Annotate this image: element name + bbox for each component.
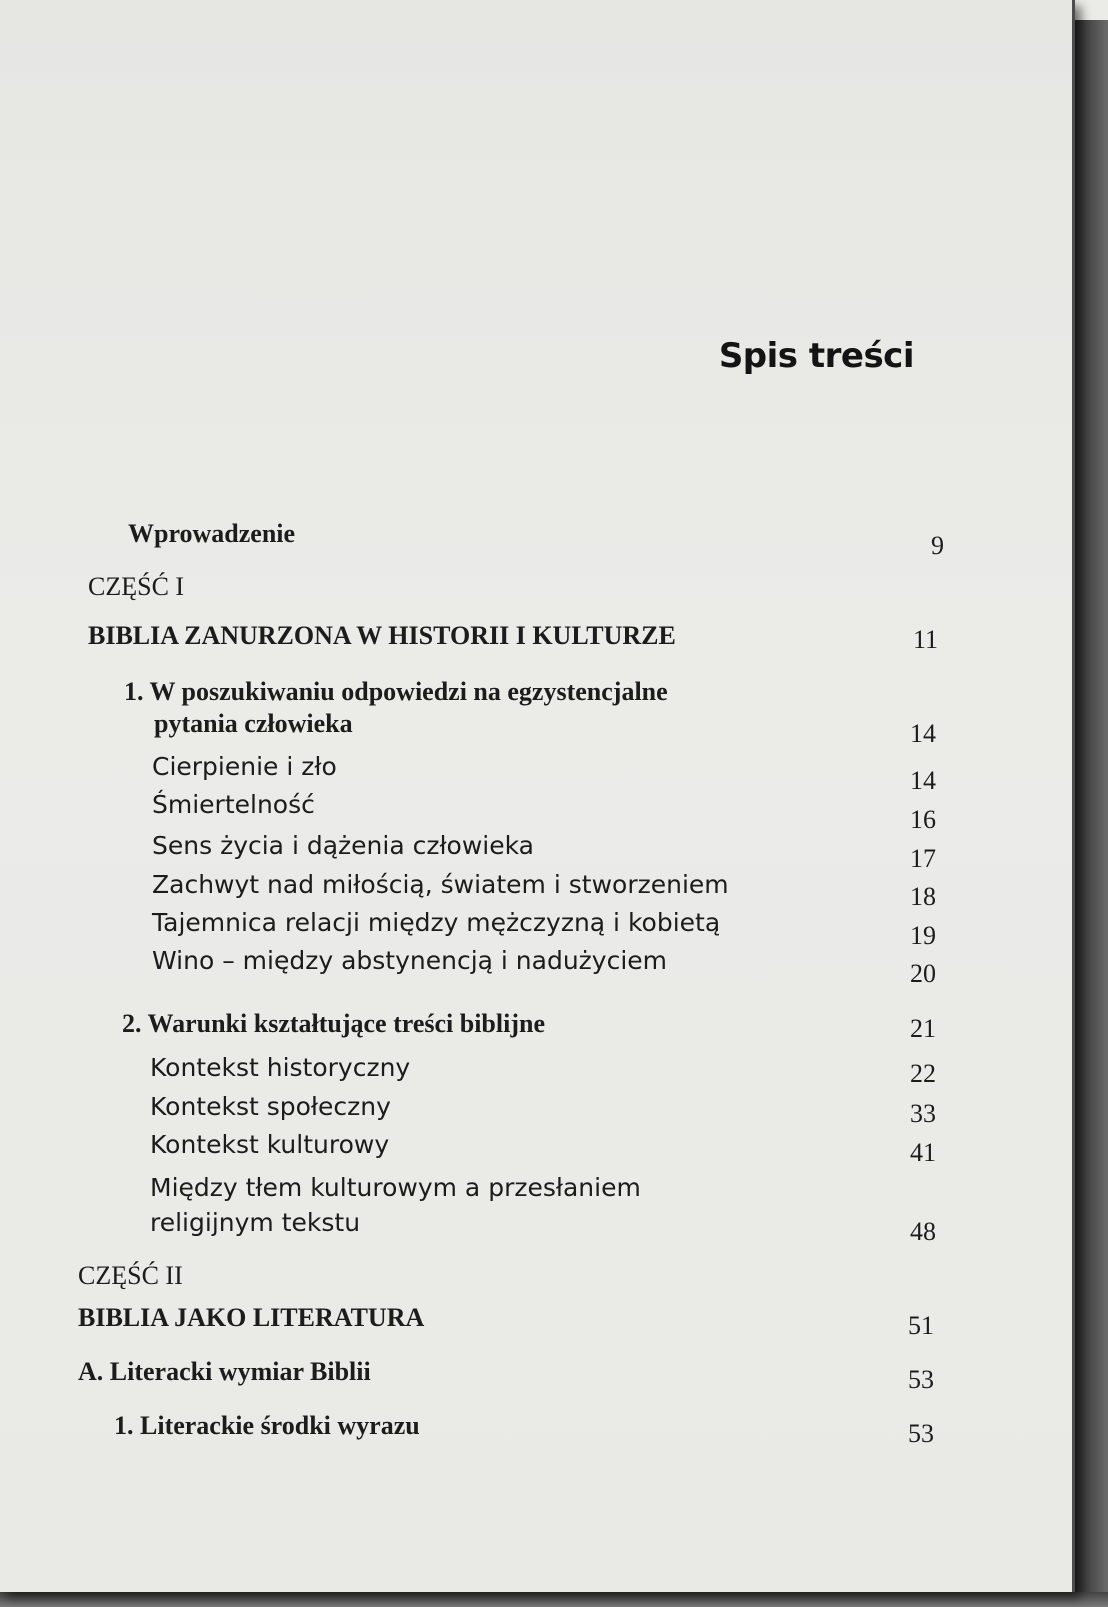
toc-entry-page: 21 — [910, 1014, 936, 1043]
toc-entry-page: 53 — [908, 1419, 934, 1448]
toc-chapter: 1. W poszukiwaniu odpowiedzi na egzystencjalne — [124, 677, 668, 706]
toc-chapter: 2. Warunki kształtujące treści biblijne — [122, 1009, 545, 1038]
toc-part-title: BIBLIA ZANURZONA W HISTORII I KULTURZE — [88, 621, 676, 650]
toc-entry-page: 17 — [910, 844, 936, 873]
toc-entry-page: 22 — [910, 1059, 936, 1088]
toc-section: Śmiertelność — [152, 790, 315, 819]
toc-entry-page: 9 — [931, 531, 944, 560]
toc-section: Kontekst społeczny — [150, 1092, 391, 1121]
toc-entry-page: 16 — [910, 805, 936, 834]
toc-section: Kontekst historyczny — [150, 1053, 411, 1082]
toc-entry-text: Wprowadzenie — [128, 519, 296, 548]
toc-entry-page: 41 — [910, 1138, 936, 1167]
toc-section-heading: A. Literacki wymiar Biblii — [78, 1357, 371, 1386]
toc-section: Między tłem kulturowym a przesłaniem — [150, 1173, 641, 1202]
toc-part-label: CZĘŚĆ II — [78, 1261, 183, 1290]
toc-entry-page: 53 — [908, 1365, 934, 1394]
page-shadow-right — [1075, 20, 1108, 1607]
toc-entry-page: 20 — [910, 959, 936, 988]
toc-entry-page: 14 — [910, 719, 936, 748]
toc-section-cont: religijnym tekstu — [150, 1208, 361, 1237]
toc-section: Tajemnica relacji między mężczyzną i kobietą — [152, 908, 721, 937]
toc-chapter-cont: pytania człowieka — [154, 709, 353, 738]
toc-section: Sens życia i dążenia człowieka — [152, 831, 534, 860]
toc-entry-page: 33 — [910, 1099, 936, 1128]
toc-part-label: CZĘŚĆ I — [88, 572, 185, 601]
toc-entry-page: 18 — [910, 882, 936, 911]
toc-entry-page: 51 — [908, 1311, 934, 1340]
toc-entry-page: 19 — [910, 921, 936, 950]
toc-chapter: 1. Literackie środki wyrazu — [114, 1411, 420, 1440]
toc-entry-page: 14 — [910, 766, 936, 795]
toc-section: Kontekst kulturowy — [150, 1130, 390, 1159]
toc-section: Cierpienie i zło — [152, 752, 337, 781]
toc-section: Zachwyt nad miłością, światem i stworzeniem — [152, 870, 729, 899]
toc-part-title: BIBLIA JAKO LITERATURA — [78, 1303, 425, 1332]
toc-entry-page: 48 — [910, 1217, 936, 1246]
page-shadow-bottom — [0, 1592, 1108, 1607]
page-title: Spis treści — [718, 336, 914, 376]
toc-section: Wino – między abstynencją i nadużyciem — [152, 946, 668, 975]
toc-entry-page: 11 — [912, 625, 938, 654]
